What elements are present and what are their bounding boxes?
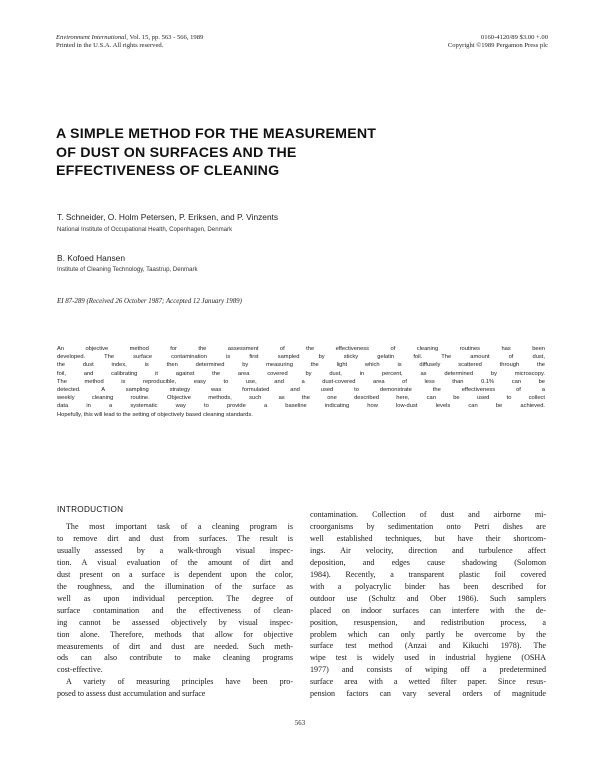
page-number: 563 <box>294 720 306 727</box>
journal-volume: Vol. 15, pp. 563 - 566, 1989 <box>127 34 204 41</box>
abstract-line: The method is reproducible, easy to use, and a dust-covered area of less than 0.1% can be <box>57 378 545 385</box>
title-line: A SIMPLE METHOD FOR THE MEASUREMENT <box>56 126 377 142</box>
body-text-line: 1984). Recently, a transparent plastic foil covered <box>310 569 546 579</box>
body-text-line: with a polyacrylic binder has been described for <box>310 581 546 591</box>
body-text-line: outdoor use (Schultz and Ober 1986). Such samplers <box>310 593 546 603</box>
body-text-line: surface test method (Anzai and Kikuchi 1978). The <box>310 641 546 651</box>
body-text-line: measurements of dirt and dust are needed. Such meth- <box>57 641 293 651</box>
journal-header <box>56 34 203 51</box>
authors-primary: T. Schneider, O. Holm Petersen, P. Eriksen, and P. Vinzents <box>57 212 279 222</box>
affiliation-primary: National Institute of Occupational Health, Copenhagen, Denmark <box>57 226 233 233</box>
body-text-line: tion alone. Therefore, methods that allow for objective <box>57 629 293 639</box>
body-text-line: contamination. Collection of dust and airborne mi- <box>310 510 546 519</box>
body-text-line: the roughness, and the illumination of the surface as <box>57 581 293 591</box>
body-text-line: surface area with a wetted filter paper. Since resus- <box>310 677 546 687</box>
body-text-line: well established techniques, but have their shortcom- <box>310 533 546 543</box>
section-heading: INTRODUCTION <box>57 505 124 514</box>
abstract-line: foil, and calibrating it against the area covered by dust, in percent, as determined by microscopy. <box>57 370 545 377</box>
received-line: EI 87-289 (Received 26 October 1987; Accepted 12 January 1989) <box>57 298 242 305</box>
abstract-line: An objective method for the assessment of the effectiveness of cleaning routines has been <box>57 346 545 352</box>
journal-name: Environment International, <box>56 34 128 41</box>
body-text-line: pension factors can vary several orders of magnitude <box>310 689 546 699</box>
body-text-line: cost-effective. <box>57 665 103 675</box>
body-text-line: ods can also contribute to make cleaning programs <box>57 653 293 663</box>
abstract-line: Hopefully, this will lead to the setting of objectively based cleaning standards. <box>57 411 253 418</box>
body-text-line: surface contamination and the effectiveness of clean- <box>57 605 293 615</box>
body-text-line: placed on indoor surfaces can interfere with the de- <box>310 605 546 615</box>
abstract-line: detected. A sampling strategy was formulated and used to demonstrate the effectiveness of a <box>57 387 545 394</box>
title-line: OF DUST ON SURFACES AND THE <box>56 144 297 161</box>
body-text-line: The most important task of a cleaning program is <box>66 522 293 531</box>
title-line: EFFECTIVENESS OF CLEANING <box>56 163 280 179</box>
affiliation-secondary: Institute of Cleaning Technology, Taastrup, Denmark <box>57 266 198 273</box>
body-text-line: ing cannot be assessed objectively by visual inspec- <box>57 617 293 627</box>
copyright-line: Copyright ©1989 Pergamon Press plc <box>447 42 548 50</box>
body-text-line: position, resuspension, and redistribution process, a <box>310 617 546 627</box>
body-text-line: 1977) and consists of wiping off a predetermined <box>310 665 546 675</box>
body-text-line: wipe test is widely used in industrial hygiene (OSHA <box>310 653 546 663</box>
body-text-line: posed to assess dust accumulation and surface <box>57 689 206 699</box>
body-text-line: dust present on a surface is dependent upon the color, <box>57 569 293 579</box>
issn-code: 0160-4120/89 $3.00 +.00 <box>480 34 548 41</box>
abstract-line: weekly cleaning routine. Objective methods, such as the one described here, can be used to collect <box>57 395 545 402</box>
left-column <box>57 521 293 700</box>
right-column <box>310 509 546 700</box>
abstract-line: developed. The surface contamination is first sampled by sticky gelatin foil. The amount of dust, <box>57 354 545 361</box>
abstract <box>57 345 545 419</box>
abstract-line: data in a systematic way to provide a baseline indicating how low-dust levels can be achieved. <box>57 403 545 410</box>
authors-secondary: B. Kofoed Hansen <box>57 253 125 263</box>
body-text-line: tion. A visual evaluation of the amount of dirt and <box>57 557 293 567</box>
copyright-header <box>448 34 548 51</box>
body-text-line: croorganisms by sedimentation onto Petri dishes are <box>310 521 546 531</box>
body-text-line: well as upon individual perception. The degree of <box>57 593 293 603</box>
body-text-line: problem which can only partly be overcome by the <box>310 629 546 639</box>
body-text-line: deposition, and edges cause shadowing (Solomon <box>310 557 546 567</box>
body-text-line: A variety of measuring principles have been pro- <box>66 677 293 687</box>
body-text-line: ings. Air velocity, direction and turbulence affect <box>310 545 546 555</box>
printed-note: Printed in the U.S.A. All rights reserved. <box>56 42 164 50</box>
paper-title <box>56 125 416 181</box>
body-text-line: usually assessed by a walk-through visual inspec- <box>57 545 293 555</box>
abstract-line: the dust index, is then determined by measuring the light which is diffusely scattered through the <box>57 362 545 369</box>
body-text-line: to remove dirt and dust from surfaces. The result is <box>57 533 293 543</box>
